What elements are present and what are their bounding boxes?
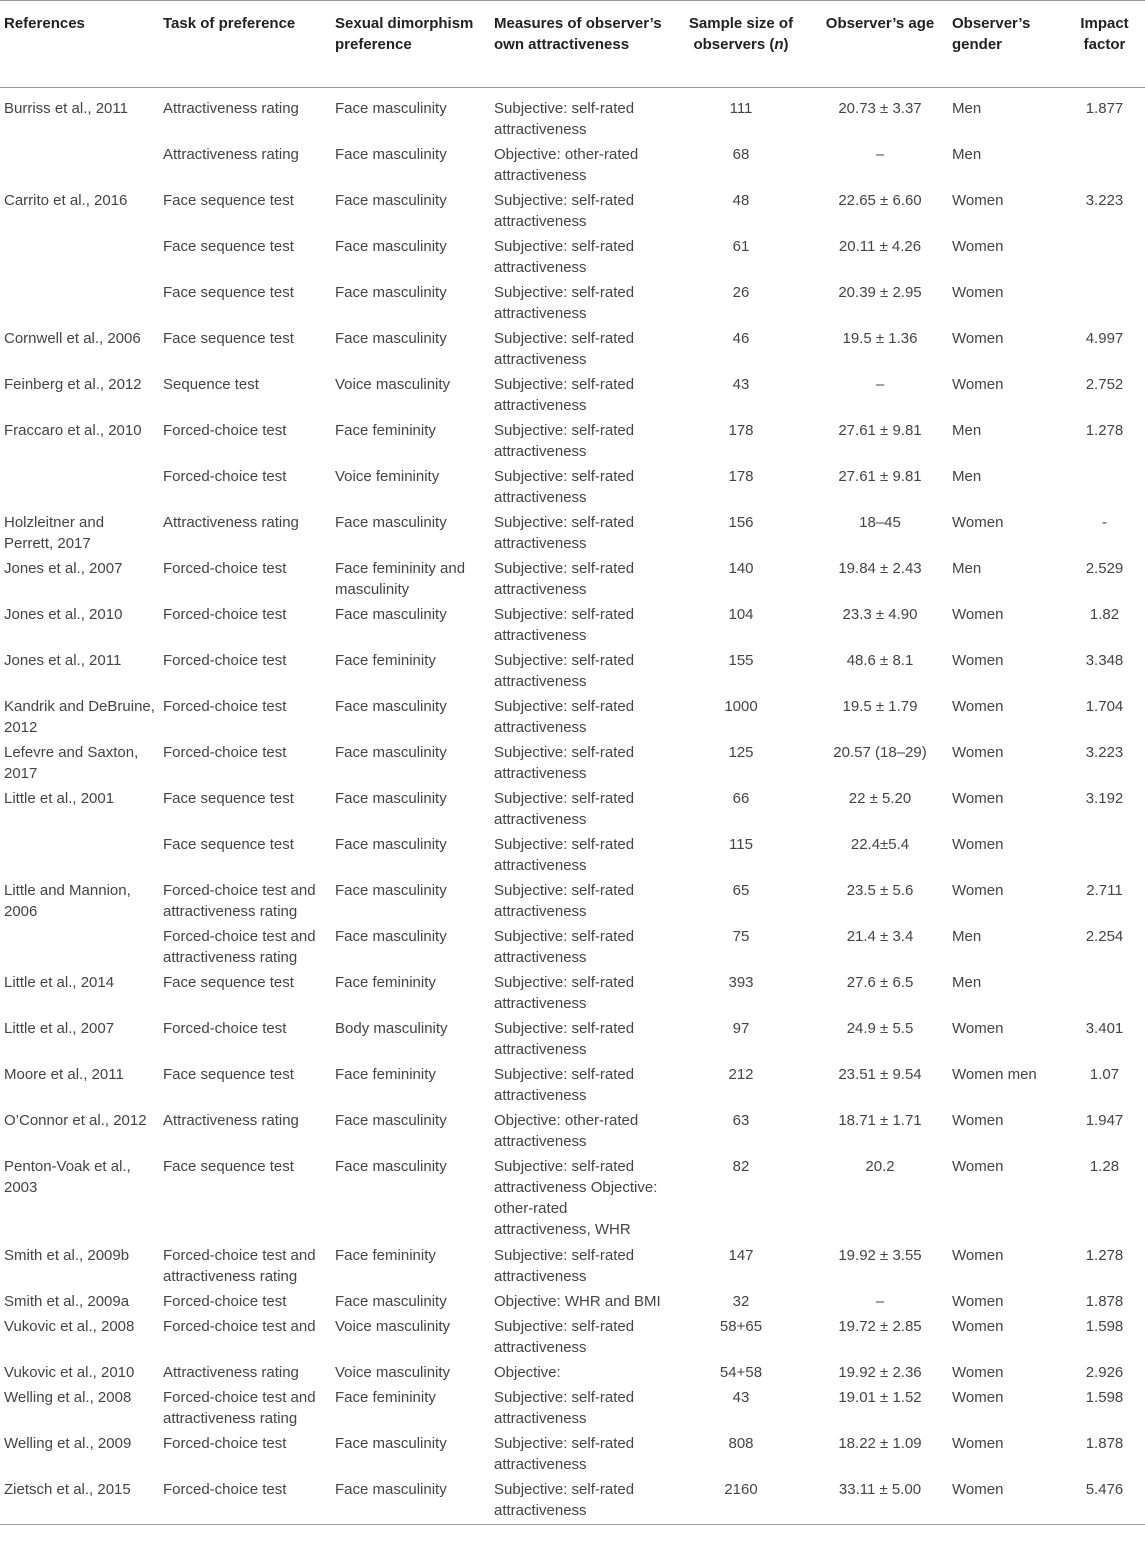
cell-sample-size: 26: [732, 283, 750, 301]
cell-age: 20.57 (18–29): [833, 743, 927, 761]
header-age: Observer’s age: [825, 15, 935, 32]
cell-reference: Carrito et al., 2016: [4, 191, 128, 209]
cell-gender: Women: [952, 881, 1004, 899]
cell-impact: 1.878: [1085, 1292, 1124, 1310]
cell-task: Face sequence test: [163, 191, 294, 209]
cell-gender: Women: [952, 1157, 1004, 1175]
cell-dimorphism: Face masculinity: [335, 789, 447, 807]
cell-sample-size: 178: [728, 467, 754, 485]
cell-age: 23.5 ± 5.6: [846, 881, 914, 899]
cell-dimorphism: Face masculinity: [335, 283, 447, 301]
cell-age: 20.11 ± 4.26: [838, 237, 922, 255]
table-row: [0, 926, 1145, 972]
table-body: [0, 88, 1145, 1525]
cell-measure: Subjective: self-rated attractiveness: [494, 835, 635, 874]
cell-measure: Subjective: self-rated attractiveness: [494, 1434, 635, 1473]
header-references: References: [4, 15, 85, 32]
cell-reference: [0, 236, 159, 282]
cell-gender: Women: [952, 1363, 1004, 1381]
cell-impact: 2.529: [1085, 559, 1124, 577]
cell-impact: 1.28: [1089, 1157, 1120, 1175]
table-row: [0, 604, 1145, 650]
table-row: [0, 190, 1145, 236]
cell-measure: Subjective: self-rated attractiveness: [494, 789, 635, 828]
table-row: [0, 972, 1145, 1018]
cell-dimorphism: Face masculinity: [335, 605, 447, 623]
table-row: [0, 1387, 1145, 1433]
cell-gender: Women: [952, 605, 1004, 623]
cell-task: Face sequence test: [163, 1157, 294, 1175]
cell-dimorphism: Face masculinity: [335, 743, 447, 761]
cell-dimorphism: Face femininity and masculinity: [335, 559, 466, 598]
cell-age: 23.3 ± 4.90: [842, 605, 918, 623]
cell-age: –: [875, 375, 885, 393]
cell-impact: 1.878: [1085, 1434, 1124, 1452]
cell-gender: Women: [952, 191, 1004, 209]
cell-task: Forced-choice test and attractiveness rating: [163, 1388, 316, 1427]
cell-age: 19.01 ± 1.52: [838, 1388, 922, 1406]
cell-measure: Subjective: self-rated attractiveness: [494, 973, 635, 1012]
cell-task: Face sequence test: [163, 329, 294, 347]
table-row: [0, 880, 1145, 926]
cell-impact: 1.278: [1085, 1246, 1124, 1264]
header-dimorphism: Sexual dimorphism preference: [335, 15, 474, 53]
cell-reference: Jones et al., 2011: [4, 651, 122, 669]
cell-impact: 1.704: [1085, 697, 1124, 715]
cell-sample-size: 125: [728, 743, 754, 761]
table-row: [0, 558, 1145, 604]
cell-age: 24.9 ± 5.5: [846, 1019, 914, 1037]
cell-gender: Women: [952, 1317, 1004, 1335]
cell-reference: Little et al., 2007: [4, 1019, 115, 1037]
cell-measure: Objective:: [494, 1363, 561, 1381]
table-row: [0, 1316, 1145, 1362]
cell-reference: Lefevre and Saxton, 2017: [4, 743, 139, 782]
table-row: [0, 374, 1145, 420]
cell-gender: Women: [952, 789, 1004, 807]
cell-age: 22 ± 5.20: [848, 789, 912, 807]
cell-dimorphism: Face masculinity: [335, 513, 447, 531]
cell-age: 27.6 ± 6.5: [846, 973, 914, 991]
cell-impact: -: [1102, 513, 1107, 531]
cell-dimorphism: Face masculinity: [335, 1111, 447, 1129]
cell-measure: Subjective: self-rated attractiveness: [494, 237, 635, 276]
cell-impact: 3.401: [1085, 1019, 1124, 1037]
cell-dimorphism: Face masculinity: [335, 1157, 447, 1175]
cell-impact: [1064, 466, 1145, 512]
cell-measure: Subjective: self-rated attractiveness: [494, 329, 635, 368]
cell-gender: Women: [952, 237, 1004, 255]
cell-impact: 1.82: [1089, 605, 1120, 623]
cell-task: Attractiveness rating: [163, 145, 299, 163]
cell-sample-size: 63: [732, 1111, 750, 1129]
header-sample-size-n: n: [774, 36, 784, 53]
cell-task: Forced-choice test: [163, 467, 287, 485]
cell-task: Face sequence test: [163, 835, 294, 853]
cell-reference: [0, 144, 159, 190]
cell-task: Face sequence test: [163, 1065, 294, 1083]
cell-sample-size: 111: [729, 100, 753, 117]
cell-gender: Men: [952, 100, 982, 117]
cell-measure: Objective: other-rated attractiveness: [494, 145, 639, 184]
cell-sample-size: 1000: [724, 697, 758, 715]
cell-dimorphism: Face masculinity: [335, 1434, 447, 1452]
cell-dimorphism: Face masculinity: [335, 329, 447, 347]
cell-dimorphism: Voice masculinity: [335, 1317, 451, 1335]
cell-reference: O’Connor et al., 2012: [4, 1111, 147, 1129]
cell-sample-size: 68: [732, 145, 750, 163]
cell-task: Forced-choice test and attractiveness rating: [163, 927, 316, 966]
cell-gender: Women: [952, 1480, 1004, 1498]
cell-task: Attractiveness rating: [163, 513, 299, 531]
cell-impact: 1.07: [1089, 1065, 1120, 1083]
cell-reference: Zietsch et al., 2015: [4, 1480, 131, 1498]
cell-measure: Subjective: self-rated attractiveness: [494, 1019, 635, 1058]
cell-impact: [1064, 144, 1145, 190]
cell-gender: Women: [952, 697, 1004, 715]
cell-task: Forced-choice test and attractiveness rating: [163, 881, 316, 920]
cell-age: 27.61 ± 9.81: [838, 421, 922, 439]
cell-age: 18.22 ± 1.09: [838, 1434, 922, 1452]
cell-dimorphism: Face masculinity: [335, 100, 447, 117]
cell-task: Forced-choice test: [163, 1480, 287, 1498]
cell-age: –: [875, 145, 885, 163]
cell-impact: [1064, 236, 1145, 282]
cell-dimorphism: Face masculinity: [335, 927, 447, 945]
table-row: [0, 696, 1145, 742]
cell-sample-size: 393: [728, 973, 754, 991]
cell-reference: Jones et al., 2007: [4, 559, 123, 577]
cell-measure: Subjective: self-rated attractiveness: [494, 283, 635, 322]
table-row: [0, 144, 1145, 190]
cell-reference: Little et al., 2001: [4, 789, 115, 807]
cell-task: Attractiveness rating: [163, 100, 299, 117]
cell-dimorphism: Face masculinity: [335, 881, 447, 899]
cell-sample-size: 46: [732, 329, 750, 347]
cell-reference: Fraccaro et al., 2010: [4, 421, 142, 439]
table-row: [0, 88, 1145, 144]
cell-impact: 1.598: [1085, 1317, 1124, 1335]
table-row: [0, 1433, 1145, 1479]
cell-reference: Smith et al., 2009a: [4, 1292, 130, 1310]
table-row: [0, 236, 1145, 282]
cell-measure: Subjective: self-rated attractiveness: [494, 100, 635, 138]
cell-sample-size: 156: [728, 513, 754, 531]
cell-reference: Vukovic et al., 2010: [4, 1363, 135, 1381]
cell-impact: 1.877: [1085, 100, 1124, 117]
cell-sample-size: 66: [732, 789, 750, 807]
table-row: [0, 1018, 1145, 1064]
cell-task: Forced-choice test: [163, 559, 287, 577]
cell-gender: Men: [952, 421, 982, 439]
cell-gender: Women: [952, 1388, 1004, 1406]
header-sample-size-suffix: ): [783, 36, 789, 53]
cell-sample-size: 178: [728, 421, 754, 439]
cell-impact: 4.997: [1085, 329, 1124, 347]
cell-reference: Moore et al., 2011: [4, 1065, 124, 1083]
cell-dimorphism: Face masculinity: [335, 1292, 447, 1310]
cell-age: 22.65 ± 6.60: [838, 191, 922, 209]
cell-reference: Cornwell et al., 2006: [4, 329, 141, 347]
cell-reference: Kandrik and DeBruine, 2012: [4, 697, 155, 736]
cell-sample-size: 147: [728, 1246, 754, 1264]
cell-age: –: [875, 1292, 885, 1310]
cell-sample-size: 65: [732, 881, 750, 899]
table-row: [0, 466, 1145, 512]
cell-reference: [0, 926, 159, 972]
cell-task: Face sequence test: [163, 237, 294, 255]
cell-sample-size: 61: [732, 237, 750, 255]
cell-reference: Little et al., 2014: [4, 973, 115, 991]
cell-measure: Subjective: self-rated attractiveness: [494, 697, 635, 736]
cell-gender: Women: [952, 743, 1004, 761]
cell-reference: Vukovic et al., 2008: [4, 1317, 135, 1335]
cell-age: 18–45: [859, 513, 901, 531]
cell-gender: Women men: [952, 1065, 1037, 1083]
cell-age: 19.72 ± 2.85: [838, 1317, 922, 1335]
cell-age: 20.39 ± 2.95: [838, 283, 922, 301]
cell-impact: 1.947: [1085, 1111, 1124, 1129]
cell-gender: Women: [952, 1019, 1004, 1037]
cell-impact: 2.752: [1085, 375, 1124, 393]
cell-dimorphism: Voice masculinity: [335, 375, 451, 393]
cell-task: Forced-choice test: [163, 651, 287, 669]
cell-gender: Women: [952, 513, 1004, 531]
table-row: [0, 1156, 1145, 1245]
cell-gender: Women: [952, 283, 1004, 301]
cell-task: Forced-choice test: [163, 1019, 287, 1037]
cell-sample-size: 115: [729, 835, 753, 853]
cell-measure: Subjective: self-rated attractiveness: [494, 1246, 635, 1285]
cell-sample-size: 48: [732, 191, 750, 209]
cell-dimorphism: Face femininity: [335, 1246, 436, 1264]
cell-age: 18.71 ± 1.71: [838, 1111, 922, 1129]
cell-dimorphism: Face masculinity: [335, 835, 447, 853]
cell-measure: Subjective: self-rated attractiveness: [494, 191, 635, 230]
cell-reference: Feinberg et al., 2012: [4, 375, 142, 393]
cell-reference: [0, 282, 159, 328]
cell-age: 20.73 ± 3.37: [838, 100, 922, 117]
cell-age: 21.4 ± 3.4: [846, 927, 914, 945]
cell-age: 22.4±5.4: [850, 835, 910, 853]
cell-reference: Welling et al., 2009: [4, 1434, 132, 1452]
cell-measure: Subjective: self-rated attractiveness: [494, 1388, 635, 1427]
cell-age: 19.5 ± 1.79: [842, 697, 918, 715]
cell-reference: Little and Mannion, 2006: [4, 881, 131, 920]
cell-impact: 3.223: [1085, 191, 1124, 209]
cell-dimorphism: Face femininity: [335, 421, 436, 439]
cell-impact: [1064, 834, 1145, 880]
cell-sample-size: 43: [732, 1388, 750, 1406]
cell-gender: Women: [952, 375, 1004, 393]
cell-impact: 2.254: [1085, 927, 1124, 945]
cell-dimorphism: Face femininity: [335, 651, 436, 669]
cell-gender: Women: [952, 329, 1004, 347]
cell-measure: Subjective: self-rated attractiveness: [494, 927, 635, 966]
table-row: [0, 1064, 1145, 1110]
cell-measure: Subjective: self-rated attractiveness: [494, 559, 635, 598]
cell-measure: Subjective: self-rated attractiveness: [494, 421, 635, 460]
cell-age: 48.6 ± 8.1: [846, 651, 914, 669]
table-row: [0, 1362, 1145, 1387]
cell-gender: Men: [952, 145, 982, 163]
cell-sample-size: 155: [728, 651, 754, 669]
cell-impact: 5.476: [1085, 1480, 1124, 1498]
cell-age: 20.2: [865, 1157, 895, 1175]
cell-age: 27.61 ± 9.81: [838, 467, 922, 485]
cell-impact: 1.278: [1085, 421, 1124, 439]
cell-dimorphism: Face femininity: [335, 1065, 436, 1083]
cell-dimorphism: Face masculinity: [335, 145, 447, 163]
header-impact: Impact factor: [1080, 15, 1129, 53]
cell-dimorphism: Face masculinity: [335, 237, 447, 255]
cell-reference: Penton-Voak et al., 2003: [4, 1157, 131, 1196]
cell-reference: Welling et al., 2008: [4, 1388, 132, 1406]
table-row: [0, 1291, 1145, 1316]
cell-task: Attractiveness rating: [163, 1363, 299, 1381]
cell-task: Attractiveness rating: [163, 1111, 299, 1129]
cell-task: Forced-choice test and: [163, 1317, 316, 1335]
header-sample-size-prefix: Sample size of observers (: [688, 15, 794, 53]
cell-dimorphism: Body masculinity: [335, 1019, 448, 1037]
table-row: [0, 420, 1145, 466]
cell-measure: Subjective: self-rated attractiveness: [494, 1317, 635, 1356]
cell-reference: [0, 834, 159, 880]
cell-task: Forced-choice test: [163, 605, 287, 623]
cell-reference: Smith et al., 2009b: [4, 1246, 130, 1264]
header-measures: Measures of observer’s own attractiveness: [494, 15, 662, 53]
cell-reference: [0, 466, 159, 512]
cell-impact: 2.711: [1086, 881, 1123, 899]
cell-dimorphism: Voice masculinity: [335, 1363, 451, 1381]
cell-measure: Subjective: self-rated attractiveness: [494, 651, 635, 690]
header-sample-size: [670, 1, 812, 88]
cell-sample-size: 97: [732, 1019, 750, 1037]
cell-gender: Women: [952, 835, 1004, 853]
cell-age: 19.92 ± 3.55: [838, 1246, 922, 1264]
cell-measure: Objective: WHR and BMI: [494, 1292, 661, 1310]
cell-impact: 3.223: [1085, 743, 1124, 761]
cell-sample-size: 808: [728, 1434, 754, 1452]
cell-impact: 3.348: [1085, 651, 1124, 669]
cell-age: 19.5 ± 1.36: [842, 329, 918, 347]
cell-measure: Subjective: self-rated attractiveness: [494, 743, 635, 782]
cell-dimorphism: Face femininity: [335, 1388, 436, 1406]
cell-dimorphism: Face masculinity: [335, 191, 447, 209]
cell-gender: Women: [952, 1292, 1004, 1310]
cell-gender: Men: [952, 927, 982, 945]
table-row: [0, 512, 1145, 558]
cell-reference: Burriss et al., 2011: [4, 100, 128, 117]
cell-sample-size: 54+58: [719, 1363, 763, 1381]
cell-measure: Subjective: self-rated attractiveness Objective: other-rated attractiveness, WHR: [494, 1157, 658, 1238]
cell-gender: Men: [952, 973, 982, 991]
cell-age: 23.51 ± 9.54: [838, 1065, 922, 1083]
cell-sample-size: 32: [732, 1292, 750, 1310]
cell-sample-size: 2160: [724, 1480, 758, 1498]
table-row: [0, 834, 1145, 880]
table-row: [0, 1245, 1145, 1291]
table-row: [0, 328, 1145, 374]
cell-measure: Subjective: self-rated attractiveness: [494, 881, 635, 920]
cell-task: Forced-choice test: [163, 743, 287, 761]
cell-gender: Men: [952, 467, 982, 485]
cell-age: 33.11 ± 5.00: [838, 1480, 922, 1498]
cell-measure: Subjective: self-rated attractiveness: [494, 1065, 635, 1104]
cell-sample-size: 140: [728, 559, 754, 577]
cell-impact: [1064, 972, 1145, 1018]
table-row: [0, 788, 1145, 834]
cell-reference: Jones et al., 2010: [4, 605, 123, 623]
cell-dimorphism: Voice femininity: [335, 467, 440, 485]
cell-age: 19.92 ± 2.36: [838, 1363, 922, 1381]
cell-sample-size: 75: [732, 927, 750, 945]
header-gender: Observer’s gender: [952, 15, 1031, 53]
table-row: [0, 650, 1145, 696]
cell-sample-size: 104: [728, 605, 754, 623]
cell-gender: Women: [952, 1246, 1004, 1264]
cell-gender: Women: [952, 1111, 1004, 1129]
cell-dimorphism: Face femininity: [335, 973, 436, 991]
cell-gender: Men: [952, 559, 982, 577]
cell-task: Face sequence test: [163, 789, 294, 807]
cell-gender: Women: [952, 651, 1004, 669]
table-row: [0, 1479, 1145, 1525]
table-row: [0, 1110, 1145, 1156]
cell-impact: [1064, 282, 1145, 328]
cell-task: Forced-choice test: [163, 697, 287, 715]
cell-gender: Women: [952, 1434, 1004, 1452]
table-header-row: [0, 1, 1145, 88]
cell-impact: 1.598: [1085, 1388, 1124, 1406]
cell-task: Forced-choice test: [163, 421, 287, 439]
cell-sample-size: 82: [732, 1157, 750, 1175]
table-row: [0, 282, 1145, 328]
cell-dimorphism: Face masculinity: [335, 697, 447, 715]
cell-impact: 3.192: [1085, 789, 1124, 807]
cell-measure: Subjective: self-rated attractiveness: [494, 605, 635, 644]
cell-task: Forced-choice test and attractiveness rating: [163, 1246, 316, 1285]
cell-measure: Subjective: self-rated attractiveness: [494, 513, 635, 552]
cell-task: Face sequence test: [163, 283, 294, 301]
cell-measure: Objective: other-rated attractiveness: [494, 1111, 639, 1150]
cell-dimorphism: Face masculinity: [335, 1480, 447, 1498]
cell-task: Sequence test: [163, 375, 259, 393]
cell-impact: 2.926: [1085, 1363, 1124, 1381]
cell-sample-size: 43: [732, 375, 750, 393]
cell-task: Face sequence test: [163, 973, 294, 991]
cell-sample-size: 58+65: [719, 1317, 763, 1335]
cell-age: 19.84 ± 2.43: [838, 559, 922, 577]
header-task: Task of preference: [163, 15, 296, 32]
cell-measure: Subjective: self-rated attractiveness: [494, 1480, 635, 1519]
cell-reference: Holzleitner and Perrett, 2017: [4, 513, 105, 552]
cell-sample-size: 212: [728, 1065, 754, 1083]
cell-measure: Subjective: self-rated attractiveness: [494, 467, 635, 506]
cell-task: Forced-choice test: [163, 1292, 287, 1310]
cell-task: Forced-choice test: [163, 1434, 287, 1452]
cell-measure: Subjective: self-rated attractiveness: [494, 375, 635, 414]
table-row: [0, 742, 1145, 788]
